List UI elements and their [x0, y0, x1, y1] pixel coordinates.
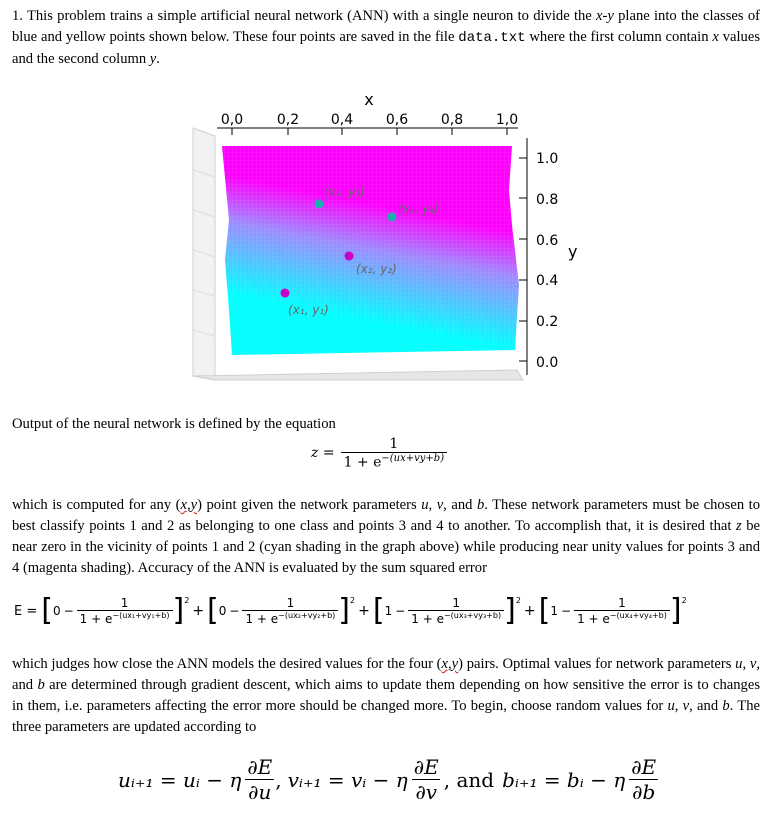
intro-text-3: where the first column contain — [525, 29, 713, 45]
intro-paragraph — [12, 6, 760, 70]
point-2-label: (x₂, y₂) — [356, 262, 397, 276]
x-tick-label: 0,4 — [330, 112, 354, 128]
paragraph-2: which is computed for any (x,y) point given the network parameters u, v, and b. These network parameters must be chosen to best classify points 1 and 2 as belonging to one class and points 3 and 4 to another. To accomplish that, it is desired that z be near zero in the vicinity of points 1 and 2 (cyan shading in the graph above) while producing near unity values for points 3 and 4 (magenta shading). Accuracy of the ANN is evaluated by the sum squared error — [12, 497, 760, 576]
data-file-name: data.txt — [458, 30, 526, 46]
update-equation: uᵢ₊₁ = uᵢ − η $\frac{\partial E}{\partial u}$ , vᵢ₊₁ = vᵢ − η $\frac{\partial E}{\partial v}$ , and bᵢ₊₁ = bᵢ − η $\frac{\partial E}{\partial b}$ — [118, 755, 659, 804]
point-1-label: (x₁, y₁) — [288, 303, 329, 317]
intro-text-5: . — [156, 51, 160, 67]
error-term-1: [ 0 − $\frac{1}{1 + e^{-(ux_1+vy_1+b)}}$ ] $^2$ — [41, 593, 190, 628]
point-1 — [281, 289, 290, 298]
z-denominator: $1 + e^{-(ux+vy+b)}$ — [341, 452, 448, 471]
point-2 — [345, 252, 354, 261]
intro-xy: x-y — [596, 8, 614, 24]
output-intro: Output of the neural network is defined by the equation — [12, 416, 336, 432]
x-tick-label: 1,0 — [495, 112, 519, 128]
error-equation: E = [ 0 − $\frac{1}{1 + e^{-(ux_1+vy_1+b)}}$ ] $^2$ + [ 0 − $\frac{1}{1 + e^{-(ux_2+vy_2+b)}}$ ] $^2$ + [ 1 − $\frac{1}{1 + e^{-(ux_3+vy_3+b)}}$ ] $^2$ + [ 1 − $\frac{1}{1 + e^{-(ux_4+vy_4+b)}}$ ] $^2$ — [14, 593, 687, 628]
point-3 — [315, 200, 324, 209]
intro-text-1: 1. This problem trains a simple artificial neural network (ANN) with a single neuron to divide the — [12, 8, 597, 24]
point-3-label: (x₃, y₃) — [324, 185, 365, 199]
output-equation — [311, 436, 447, 471]
y-tick-label: 0.6 — [536, 233, 559, 249]
x-tick-label: 0,8 — [440, 112, 464, 128]
intro-x: x — [712, 29, 719, 45]
error-term-2: [ 0 − $\frac{1}{1 + e^{-(ux_2+vy_2+b)}}$ ] $^2$ — [207, 593, 356, 628]
x-axis-label: x — [364, 90, 374, 109]
floor-pane — [193, 370, 523, 380]
b-update-lhs: bᵢ₊₁ = bᵢ − η — [502, 767, 626, 792]
point-4 — [388, 213, 397, 222]
x-tick-label: 0,0 — [220, 112, 244, 128]
intro-y: y — [149, 51, 157, 67]
intro-text-4: values and the second column — [12, 29, 760, 67]
intro-text-2: plane into the classes of blue and yellow points shown below. These four points are saved in the file — [12, 8, 760, 45]
error-term-4: [ 1 − $\frac{1}{1 + e^{-(ux_4+vy_4+b)}}$ ] $^2$ — [538, 593, 687, 628]
z-lhs: z = — [311, 445, 335, 462]
y-tick-label: 0.4 — [536, 273, 559, 289]
u-update-lhs: uᵢ₊₁ = uᵢ − η — [118, 767, 242, 792]
error-term-3: [ 1 − $\frac{1}{1 + e^{-(ux_3+vy_3+b)}}$ ] $^2$ — [372, 593, 521, 628]
y-tick-label: 1.0 — [536, 151, 559, 167]
point-4-label: (x₄, y₄) — [398, 202, 439, 216]
y-tick-label: 0.8 — [536, 192, 559, 208]
x-tick-label: 0,2 — [276, 112, 300, 128]
paragraph-3: which judges how close the ANN models the desired values for the four (x,y) pairs. Optimal values for network parameters u, v, and b are determined through gradient descent, which aims to update them depending on how sensitive the error is to changes in them, i.e. parameters affecting the error more should be changed more. To begin, choose random values for u, v, and b. The three parameters are updated according to — [12, 656, 760, 735]
y-tick-label: 0.2 — [536, 314, 559, 330]
z-numerator: 1 — [389, 436, 399, 452]
v-update-lhs: vᵢ₊₁ = vᵢ − η — [287, 767, 408, 792]
y-axis-label: y — [568, 242, 578, 261]
y-tick-label: 0.0 — [536, 355, 559, 371]
x-tick-label: 0,6 — [385, 112, 409, 128]
